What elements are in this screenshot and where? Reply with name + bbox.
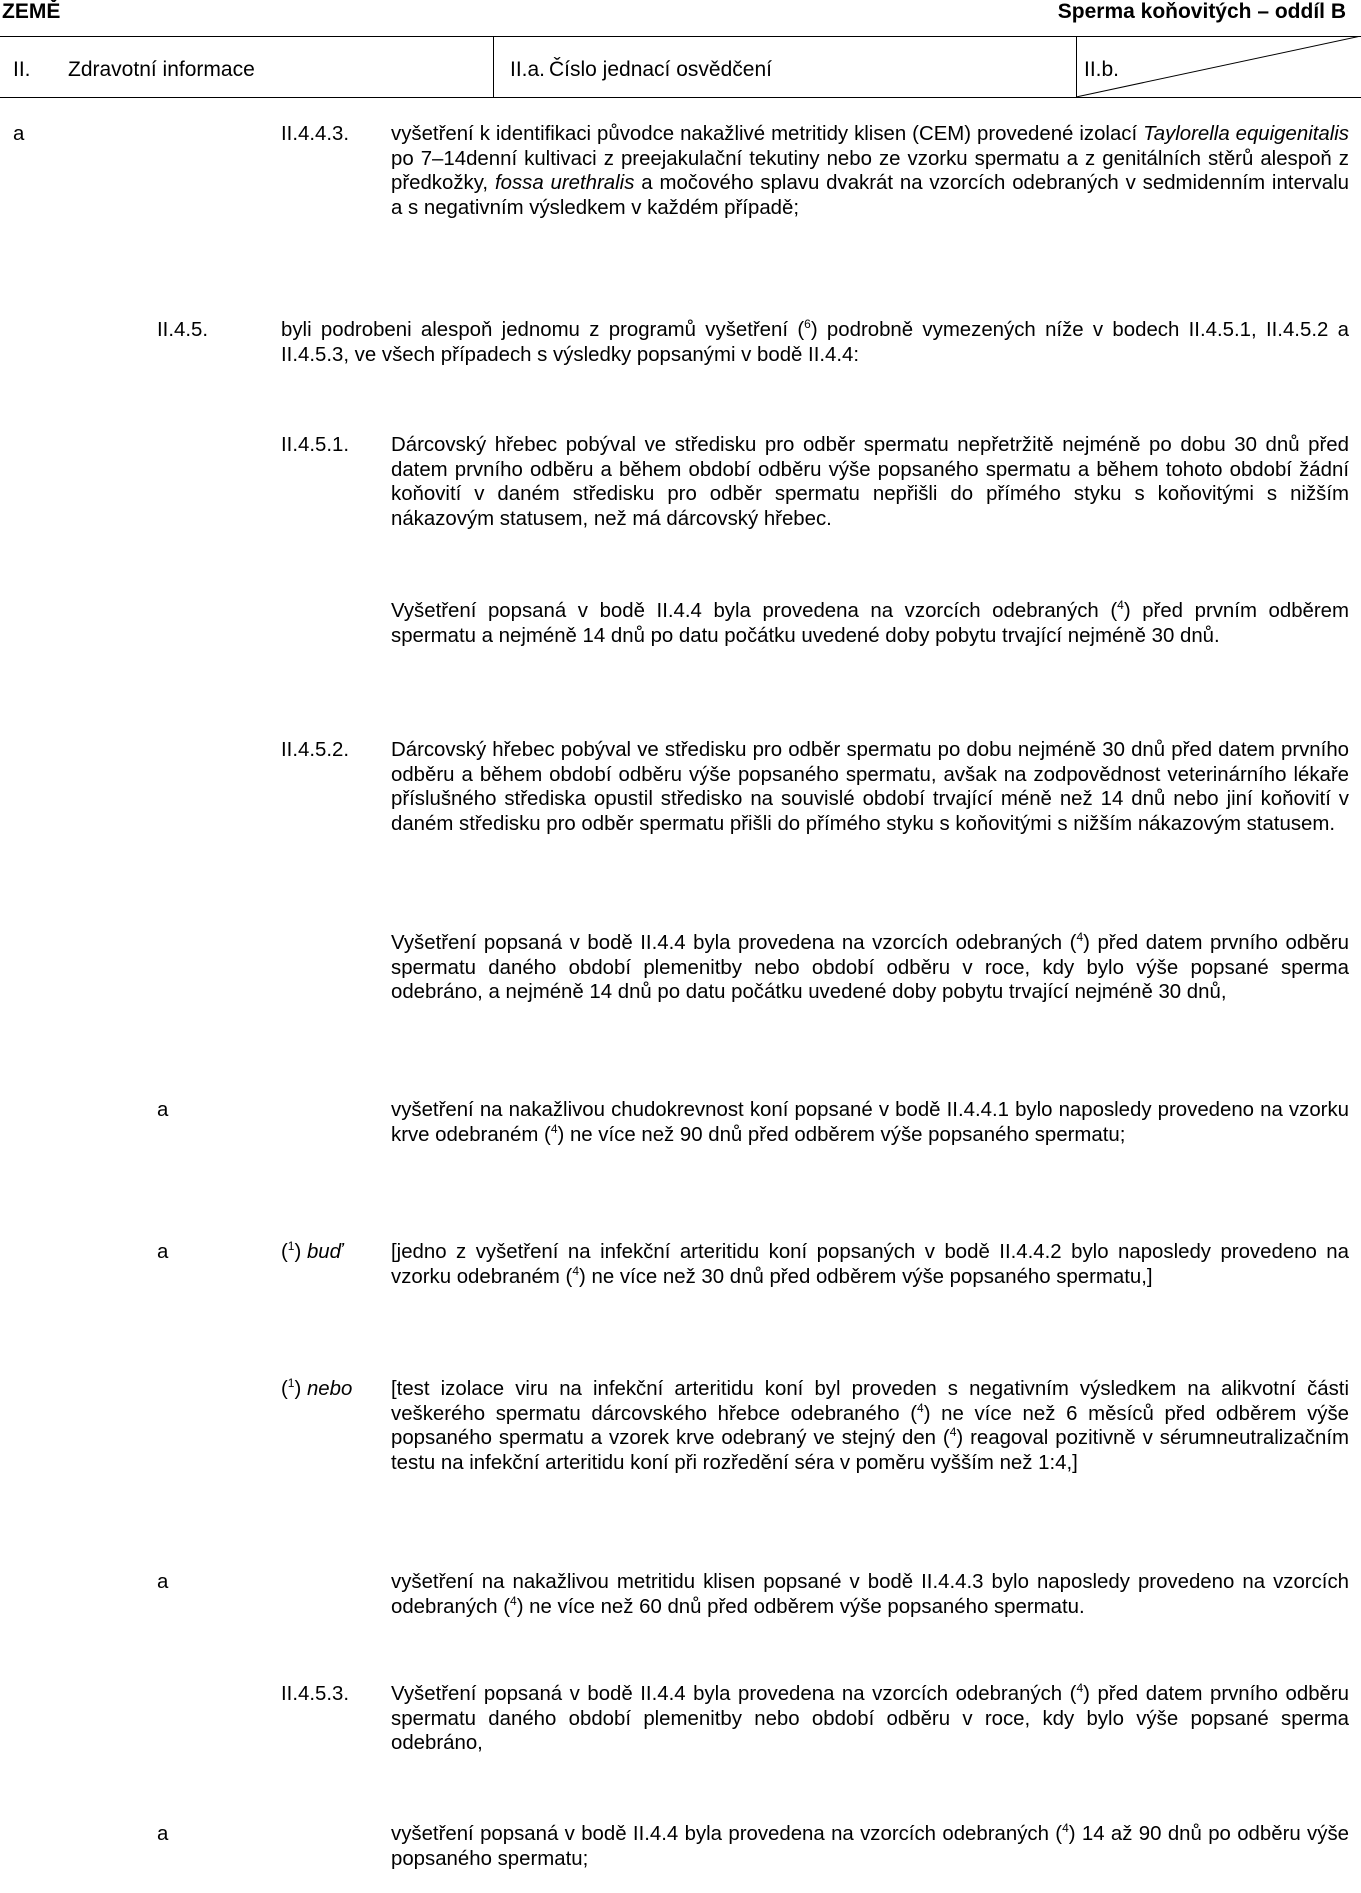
- option-marker: ($^1$) buď: [281, 1239, 343, 1263]
- paragraph-programme-3: Vyšetření popsaná v bodě II.4.4 byla provedena na vzorcích odebraných ($^4$) před datem prvního odběru spermatu daného období plemenitby nebo období odběru v roce, kdy bylo výše popsané sperma odebráno,: [391, 1681, 1350, 1755]
- point-number: II.4.5.1.: [281, 434, 350, 456]
- point-number: II.4.5.2.: [281, 739, 350, 761]
- section-iib-number: II.b.: [1084, 58, 1120, 81]
- point-number: II.4.4.3.: [281, 123, 350, 145]
- section-ii-label: Zdravotní informace: [68, 58, 255, 81]
- paragraph-programme-1-tests: Vyšetření popsaná v bodě II.4.4 byla provedena na vzorcích odebraných ($^4$) před prvním odběrem spermatu a nejméně 14 dnů po datu počátku uvedené doby pobytu trvající nejméně 30 dnů.: [391, 598, 1349, 647]
- option-marker: ($^1$) nebo: [281, 1376, 353, 1400]
- section-iia-number: II.a.: [510, 58, 546, 81]
- paragraph-cem-test: vyšetření na nakažlivou metritidu klisen popsané v bodě II.4.4.3 bylo naposledy provedeno na vzorcích odebraných ($^4$) ne více než 60 dnů před odběrem výše popsaného spermatu.: [391, 1571, 1349, 1618]
- point-number: II.4.5.3.: [281, 1683, 350, 1705]
- section-iia-label: Číslo jednací osvědčení: [549, 58, 772, 81]
- lead-conjunction: a: [157, 1099, 169, 1121]
- point-number: II.4.5.: [157, 319, 209, 341]
- paragraph-programme-2-tests: Vyšetření popsaná v bodě II.4.4 byla provedena na vzorcích odebraných ($^4$) před datem prvního odběru spermatu daného období plemenitby nebo období odběru v roce, kdy bylo výše popsané sperma odebráno, a nejméně 14 dnů po datu počátku uvedené doby pobytu trvající nejméně 30 dnů,: [391, 930, 1350, 1004]
- lead-conjunction: a: [157, 1241, 169, 1263]
- paragraph-eva-test-either: [jedno z vyšetření na infekční arteritidu koní popsaných v bodě II.4.4.2 bylo naposledy provedeno na vzorku odebraném ($^4$) ne více než 30 dnů před odběrem výše popsaného spermatu,]: [391, 1241, 1349, 1288]
- section-ii-number: II.: [13, 58, 31, 81]
- section-divider-1: [493, 36, 494, 97]
- lead-conjunction: a: [157, 1823, 169, 1845]
- lead-conjunction: a: [13, 123, 25, 145]
- paragraph-programme-2: Dárcovský hřebec pobýval ve středisku pro odběr spermatu po dobu nejméně 30 dnů před datem prvního odběru a během období odběru výše popsaného spermatu, avšak na zodpovědnost veterinárního lékaře příslušného střediska opustil středisko na souvislé období trvající méně než 14 dnů nebo jiní koňovití v daném středisku pro odběr spermatu přišli do přímého styku s koňovitými s nižším nákazovým statusem.: [391, 739, 1349, 835]
- paragraph-programme-1: Dárcovský hřebec pobýval ve středisku pro odběr spermatu nepřetržitě nejméně po dobu 30 dnů před datem prvního odběru a během období odběru výše popsaného spermatu a během tohoto období žádní koňovití v daném středisku pro odběr spermatu nepřišli do přímého styku s koňovitými s nižším nákazovým statusem, než má dárcovský hřebec.: [391, 434, 1349, 530]
- paragraph-testing-programmes: byli podrobeni alespoň jednomu z programů vyšetření ($^6$) podrobně vymezených níže v bodech II.4.5.1, II.4.5.2 a II.4.5.3, ve všech případech s výsledky popsanými v bodě II.4.4:: [281, 317, 1349, 366]
- paragraph-programme-3-tests: vyšetření popsaná v bodě II.4.4 byla provedena na vzorcích odebraných ($^4$) 14 až 90 dnů po odběru výše popsaného spermatu;: [391, 1821, 1349, 1870]
- paragraph-eva-test-or: [test izolace viru na infekční arteritidu koní byl proveden s negativním výsledkem na alikvotní části veškerého spermatu dárcovského hřebce odebraného ($^4$) ne více než 6 měsíců před odběrem výše popsaného spermatu a vzorek krve odebraný ve stejný den ($^4$) reagoval pozitivně v sérumneutralizačním testu na infekční arteritidu koní při rozředění séra v poměru vyšším než 1:4,]: [391, 1378, 1349, 1474]
- lead-conjunction: a: [157, 1571, 169, 1593]
- paragraph-cem-isolation: vyšetření k identifikaci původce nakažlivé metritidy klisen (CEM) provedené izolací Taylorella equigenitalis po 7–14denní kultivaci z preejakulační tekutiny nebo ze vzorku spermatu a z genitálních stěrů alespoň z předkožky, fossa urethralis a močového splavu dvakrát na vzorcích odebraných v sedmidenním intervalu a s negativním výsledkem v každém případě;: [391, 123, 1350, 219]
- paragraph-eia-test: vyšetření na nakažlivou chudokrevnost koní popsané v bodě II.4.4.1 bylo naposledy provedeno na vzorku krve odebraném ($^4$) ne více než 90 dnů před odběrem výše popsaného spermatu;: [391, 1099, 1349, 1146]
- document-title: Sperma koňovitých – oddíl B: [1057, 0, 1346, 23]
- country-label: ZEMĚ: [2, 0, 61, 23]
